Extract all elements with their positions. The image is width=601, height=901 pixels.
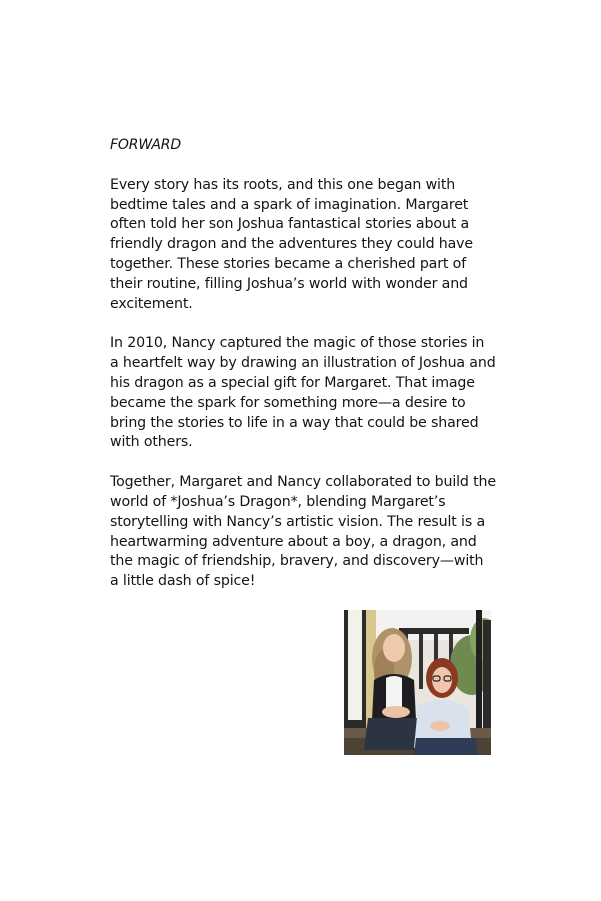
author-photo xyxy=(344,610,491,755)
forward-text xyxy=(110,136,496,612)
paragraph-origin: Every story has its roots, and this one began with bedtime tales and a spark of imagination. Margaret often told her son Joshua fantastical stories about a friendly dragon and the adventures they could have together. These stories became a cherished part of their routine, filling Joshua’s world with wonder and excitement. xyxy=(110,176,474,312)
paragraph-collaboration: Together, Margaret and Nancy collaborated to build the world of *Joshua’s Dragon*, blending Margaret’s storytelling with Nancy’s artistic vision. The result is a heartwarming adventure about a boy, a dragon, and the magic of friendship, bravery, and discovery—with a little dash of spice! xyxy=(110,474,496,590)
paragraph-illustration: In 2010, Nancy captured the magic of those stories in a heartfelt way by drawing an illustration of Joshua and his dragon as a special gift for Margaret. That image became the spark for something more—a desire to bring the stories to life in a way that could be shared with others. xyxy=(110,335,496,451)
section-heading: FORWARD xyxy=(110,137,181,153)
